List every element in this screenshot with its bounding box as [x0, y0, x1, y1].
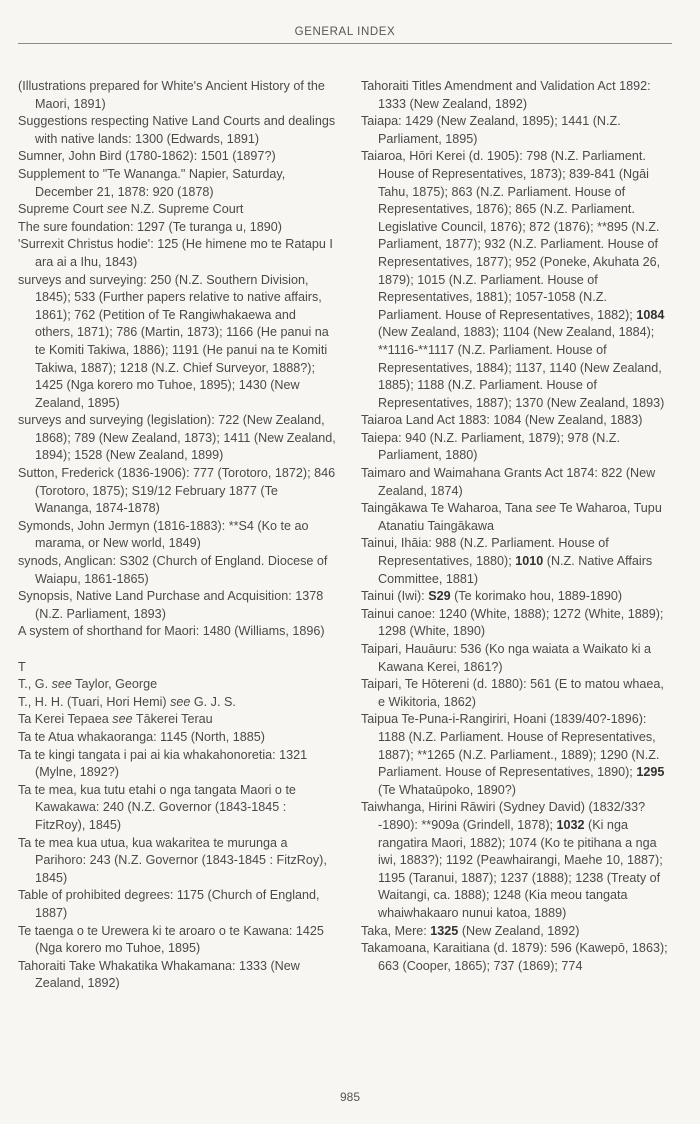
- index-entry-taka: Taka, Mere: 1325 (New Zealand, 1892): [361, 923, 580, 938]
- header-rule: [18, 43, 672, 44]
- index-entry-tainui-ihaia: Tainui, Ihāia: 988 (N.Z. Parliament. House of Representatives, 1880); 1010 (N.Z. Native Affairs Committee, 1881): [361, 536, 653, 586]
- index-entry: Te taenga o te Urewera ki te aroaro o te Kawana: 1425 (Nga korero mo Tuhoe, 1895): [18, 923, 324, 956]
- index-entry: 'Surrexit Christus hodie': 125 (He himene mo te Ratapu I ara ai a Ihu, 1843): [18, 237, 333, 269]
- index-entry: Ta te mea, kua tutu etahi o nga tangata Maori o te Kawakawa: 240 (N.Z. Governor (1843-1845 : FitzRoy), 1845): [18, 782, 296, 832]
- index-entry: Ta te Atua whakaoranga: 1145 (North, 1885): [18, 729, 265, 744]
- index-entry: surveys and surveying (legislation): 722 (New Zealand, 1868); 789 (New Zealand, 1873); 1411 (New Zealand, 1894); 1528 (New Zealand, 1899): [18, 413, 336, 463]
- index-entry: Taimaro and Waimahana Grants Act 1874: 822 (New Zealand, 1874): [361, 466, 656, 498]
- index-entry-see: Taingākawa Te Waharoa, Tana see Te Waharoa, Tupu Atanatiu Taingākawa: [361, 501, 662, 533]
- index-entry-taiwhanga: Taiwhanga, Hirini Rāwiri (Sydney David) (1832/33?-1890): **909a (Grindell, 1878); 1032 (Ki nga rangatira Maori, 1882); 1074 (Ko te pitihana a nga iwi, 1883?); 1192 (Peawhairangi, Maehe 10, 1887); 1195 (Taranui, 1887); 1237 (1888); 1238 (Treaty of Waitangi, ca. 1888); 1248 (Kia meou tangata whaiwhakaaro nunui katoa, 1889): [361, 800, 663, 920]
- index-entry: Table of prohibited degrees: 1175 (Church of England, 1887): [18, 888, 320, 920]
- index-entry: A system of shorthand for Maori: 1480 (Williams, 1896): [18, 624, 325, 639]
- index-entry: Ta te kingi tangata i pai ai kia whakahonoretia: 1321 (Mylne, 1892?): [18, 747, 308, 780]
- running-head: GENERAL INDEX: [294, 26, 396, 38]
- section-letter-heading: T: [18, 659, 26, 674]
- index-entry-tainui-iwi: Tainui (Iwi): S29 (Te korimako hou, 1889-1890): [361, 589, 623, 604]
- index-entry: Sutton, Frederick (1836-1906): 777 (Torotoro, 1872); 846 (Torotoro, 1875); S19/12 February 1877 (Te Wananga, 1874-1878): [18, 466, 336, 516]
- index-entry: (Illustrations prepared for White's Ancient History of the Maori, 1891): [18, 79, 325, 111]
- index-entry: Supplement to "Te Wananga." Napier, Saturday, December 21, 1878: 920 (1878): [18, 166, 286, 199]
- index-entry-see: Ta Kerei Tepaea see Tākerei Terau: [18, 712, 213, 727]
- index-entry: Tainui canoe: 1240 (White, 1888); 1272 (White, 1889); 1298 (White, 1890): [361, 606, 664, 639]
- index-entry-see: T., H. H. (Tuari, Hori Hemi) see G. J. S.: [18, 694, 236, 709]
- index-entry-taipua: Taipua Te-Puna-i-Rangiriri, Hoani (1839/40?-1896): 1188 (N.Z. Parliament. House of Representatives, 1887); **1265 (N.Z. Parliament., 1889); 1290 (N.Z. Parliament. House of Representatives, 1890); 1295 (Te Whataūpoko, 1890?): [361, 712, 665, 797]
- index-entry: Taipari, Hauāuru: 536 (Ko nga waiata a Waikato ki a Kawana Kerei, 1861?): [361, 642, 652, 674]
- index-entry: Symonds, John Jermyn (1816-1883): **S4 (Ko te ao marama, or New world, 1849): [18, 518, 309, 551]
- index-entry: Sumner, John Bird (1780-1862): 1501 (1897?): [18, 149, 276, 164]
- index-entry: The sure foundation: 1297 (Te turanga u, 1890): [18, 219, 282, 234]
- index-entry: synods, Anglican: S302 (Church of England. Diocese of Waiapu, 1861-1865): [18, 554, 328, 586]
- index-entry: surveys and surveying: 250 (N.Z. Southern Division, 1845); 533 (Further papers relative to native affairs, 1861); 762 (Petition of Te Rangiwhakaewa and others, 1871); 786 (Martin, 1873); 1166 (He panui na te Komiti Takiwa, 1886); 1191 (He panui na te Komiti Takiwa, 1887); 1218 (N.Z. Chief Surveyor, 1888?); 1425 (Nga korero mo Tuhoe, 1895); 1430 (New Zealand, 1895): [18, 272, 329, 410]
- index-entry: Taiaroa Land Act 1883: 1084 (New Zealand, 1883): [361, 413, 643, 428]
- index-entry: Taipari, Te Hōtereni (d. 1880): 561 (E to matou whaea, e Wikitoria, 1862): [361, 677, 664, 709]
- right-column: [361, 78, 673, 975]
- index-entry: Taiapa: 1429 (New Zealand, 1895); 1441 (N.Z. Parliament, 1895): [361, 114, 621, 146]
- index-entry: Tahoraiti Titles Amendment and Validation Act 1892: 1333 (New Zealand, 1892): [361, 79, 651, 111]
- index-entry: Tahoraiti Take Whakatika Whakamana: 1333 (New Zealand, 1892): [18, 958, 300, 991]
- left-column: [18, 78, 336, 993]
- page-number: 985: [339, 1090, 361, 1104]
- section-spacer: [18, 641, 336, 659]
- index-entry: Taiepa: 940 (N.Z. Parliament, 1879); 978 (N.Z. Parliament, 1880): [361, 430, 620, 463]
- index-entry: Synopsis, Native Land Purchase and Acquisition: 1378 (N.Z. Parliament, 1893): [18, 589, 324, 621]
- index-entry: Ta te mea kua utua, kua wakaritea te murunga a Parihoro: 243 (N.Z. Governor (1843-1845 : FitzRoy), 1845): [18, 835, 327, 885]
- index-entry-see: Supreme Court see N.Z. Supreme Court: [18, 202, 244, 217]
- index-entry-taiaroa: Taiaroa, Hōri Kerei (d. 1905): 798 (N.Z. Parliament. House of Representatives, 1873); 839-841 (Ngāi Tahu, 1875); 863 (N.Z. Parliament. House of Representatives, 1876); 865 (N.Z. Parliament. Legislative Council, 1876); 872 (1876); **895 (N.Z. Parliament, 1877); 932 (N.Z. Parliament. House of Representatives, 1877); 952 (Poneke, Akuhata 26, 1879); 1015 (N.Z. Parliament. House of Representatives, 1881); 1057-1058 (N.Z. Parliament. House of Representatives, 1882); 1084 (New Zealand, 1883); 1104 (New Zealand, 1884); **1116-**1117 (N.Z. Parliament. House of Representatives, 1884); 1137, 1140 (New Zealand, 1885); 1188 (N.Z. Parliament. House of Representatives, 1887); 1370 (New Zealand, 1893): [361, 149, 665, 410]
- index-entry: Takamoana, Karaitiana (d. 1879): 596 (Kawepō, 1863); 663 (Cooper, 1865); 737 (1869); 774: [361, 941, 668, 973]
- index-entry-see: T., G. see Taylor, George: [18, 677, 158, 692]
- index-entry: Suggestions respecting Native Land Courts and dealings with native lands: 1300 (Edwards, 1891): [18, 114, 336, 146]
